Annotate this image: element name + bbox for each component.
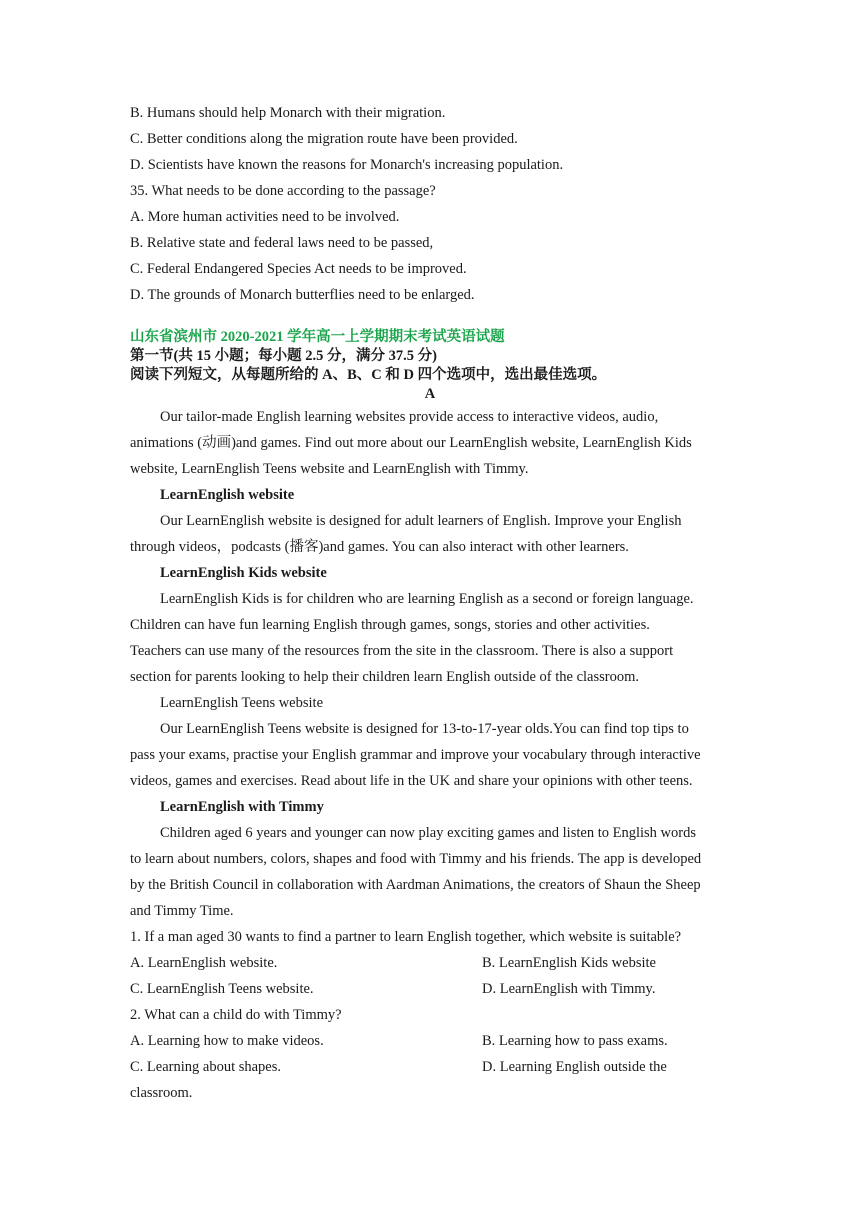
q1-option-a: A. LearnEnglish website. (130, 955, 278, 971)
section-heading: 第一节(共 15 小题；每小题 2.5 分，满分 37.5 分) (130, 348, 437, 364)
section-gap (130, 308, 730, 328)
question-1: 1. If a man aged 30 wants to find a partner to learn English together, which website is suitable? (130, 929, 682, 945)
q1-option-d: D. LearnEnglish with Timmy. (482, 981, 656, 997)
intro-line: website, LearnEnglish Teens website and LearnEnglish with Timmy. (130, 461, 529, 477)
paragraph-line: by the British Council in collaboration with Aardman Animations, the creators of Shaun the Sheep (130, 877, 701, 893)
intro-line: Our tailor-made English learning websites provide access to interactive videos, audio, (160, 409, 659, 425)
paragraph-line: videos, games and exercises. Read about life in the UK and share your opinions with other teens. (130, 773, 693, 789)
intro-line: animations (动画)and games. Find out more about our LearnEnglish website, LearnEnglish Kids (130, 435, 692, 451)
instruction-text: 阅读下列短文，从每题所给的 A、B、C 和 D 四个选项中，选出最佳选项。 (130, 367, 607, 383)
q1-option-b: B. LearnEnglish Kids website (482, 955, 656, 971)
question-2: 2. What can a child do with Timmy? (130, 1007, 342, 1023)
q2-options-row (130, 1054, 730, 1080)
q35-option-b: B. Relative state and federal laws need to be passed, (130, 235, 434, 251)
document-page (130, 100, 730, 1106)
section-title-learnenglish: LearnEnglish website (160, 487, 295, 503)
section-title-teens: LearnEnglish Teens website (160, 695, 324, 711)
q1-options-row (130, 950, 730, 976)
paragraph-line: section for parents looking to help their children learn English outside of the classroom. (130, 669, 639, 685)
paragraph-line: to learn about numbers, colors, shapes and food with Timmy and his friends. The app is developed (130, 851, 702, 867)
paragraph-line: Children aged 6 years and younger can now play exciting games and listen to English words (160, 825, 696, 841)
paragraph-line: and Timmy Time. (130, 903, 234, 919)
q35-option-a: A. More human activities need to be involved. (130, 209, 400, 225)
section-title-timmy: LearnEnglish with Timmy (160, 799, 324, 815)
prev-option-b: B. Humans should help Monarch with their migration. (130, 105, 446, 121)
paragraph-line: Teachers can use many of the resources from the site in the classroom. There is also a support (130, 643, 674, 659)
q35-option-c: C. Federal Endangered Species Act needs to be improved. (130, 261, 467, 277)
source-title: 山东省滨州市 2020-2021 学年高一上学期期末考试英语试题 (130, 329, 505, 345)
paragraph-line: through videos，podcasts (播客)and games. You can also interact with other learners. (130, 539, 629, 555)
q2-options-row (130, 1028, 730, 1054)
paragraph-line: LearnEnglish Kids is for children who are learning English as a second or foreign language. (160, 591, 694, 607)
section-title-kids: LearnEnglish Kids website (160, 565, 327, 581)
paragraph-line: Our LearnEnglish website is designed for adult learners of English. Improve your English (160, 513, 682, 529)
q2-option-c: C. Learning about shapes. (130, 1059, 282, 1075)
q1-option-c: C. LearnEnglish Teens website. (130, 981, 314, 997)
paragraph-line: pass your exams, practise your English grammar and improve your vocabulary through interactive (130, 747, 701, 763)
paragraph-line: Our LearnEnglish Teens website is designed for 13-to-17-year olds.You can find top tips to (160, 721, 689, 737)
q35-option-d: D. The grounds of Monarch butterflies need to be enlarged. (130, 287, 475, 303)
q2-option-a: A. Learning how to make videos. (130, 1033, 324, 1049)
q2-option-b: B. Learning how to pass exams. (482, 1033, 668, 1049)
passage-letter: A (424, 386, 436, 402)
q2-option-d-continued: classroom. (130, 1085, 193, 1101)
question-35: 35. What needs to be done according to the passage? (130, 183, 436, 199)
q1-options-row (130, 976, 730, 1002)
prev-option-c: C. Better conditions along the migration route have been provided. (130, 131, 518, 147)
paragraph-line: Children can have fun learning English through games, songs, stories and other activities. (130, 617, 650, 633)
prev-option-d: D. Scientists have known the reasons for Monarch's increasing population. (130, 157, 564, 173)
q2-option-d: D. Learning English outside the (482, 1059, 667, 1075)
